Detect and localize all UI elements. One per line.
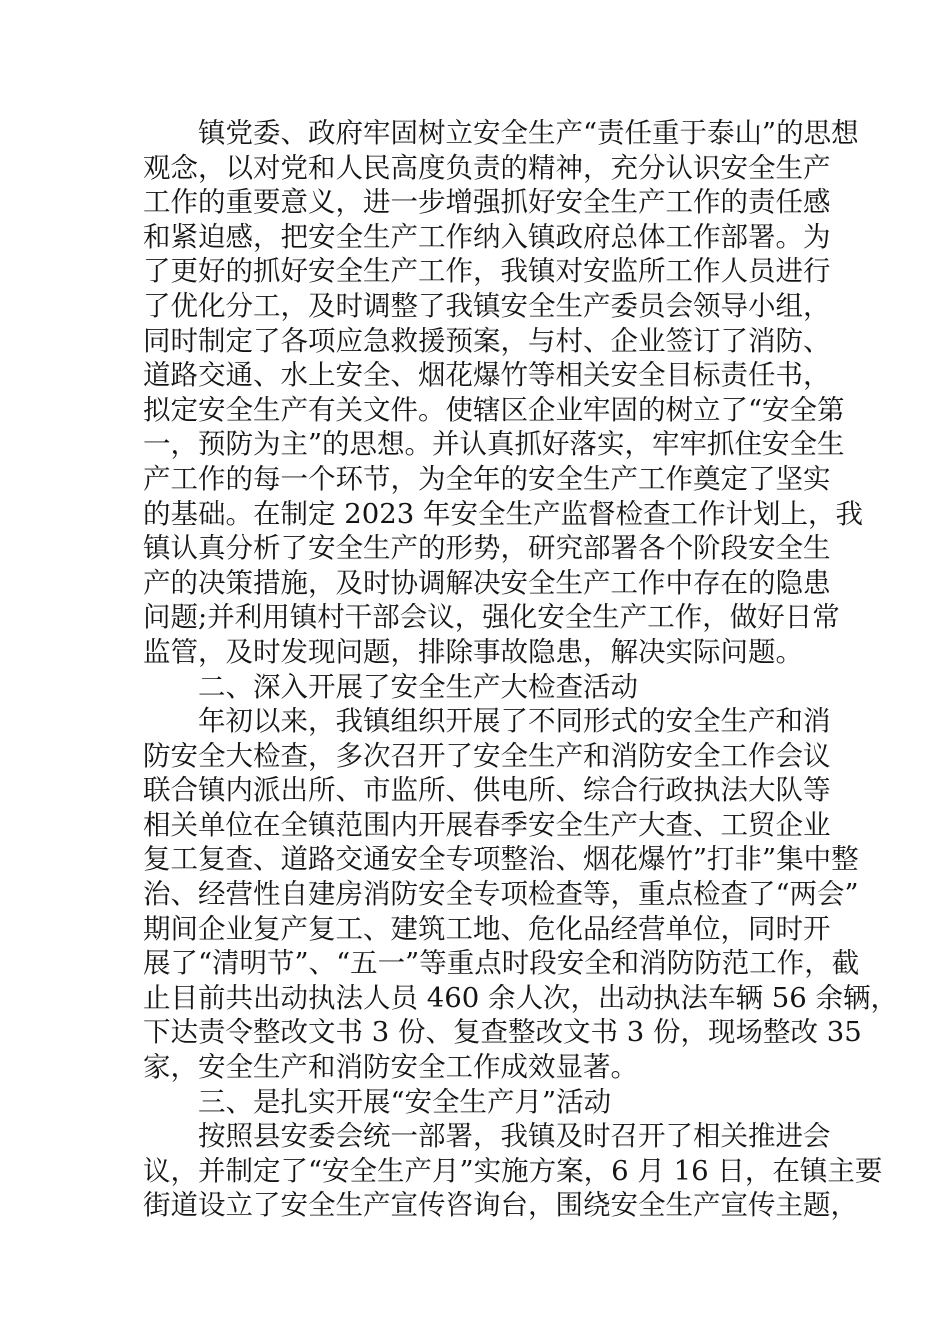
paragraph-1-line-13: 镇认真分析了安全生产的形势，研究部署各个阶段安全生 — [143, 532, 831, 565]
paragraph-2-line-10: 下达责令整改文书 3 份、复查整改文书 3 份，现场整改 35 — [143, 1016, 862, 1049]
paragraph-2-line-11: 家，安全生产和消防安全工作成效显著。 — [143, 1051, 638, 1084]
paragraph-1-line-7: 同时制定了各项应急救援预案，与村、企业签订了消防、 — [143, 324, 831, 357]
paragraph-2-line-3: 联合镇内派出所、市监所、供电所、综合行政执法大队等 — [143, 774, 831, 807]
paragraph-3-line-3: 街道设立了安全生产宣传咨询台，围绕安全生产宣传主题， — [143, 1189, 858, 1222]
paragraph-3-line-2: 议，并制定了“安全生产月”实施方案，6 月 16 日，在镇主要 — [143, 1154, 883, 1187]
paragraph-1-line-12: 的基础。在制定 2023 年安全生产监督检查工作计划上，我 — [143, 497, 863, 530]
paragraph-2-line-8: 展了“清明节”、“五一”等重点时段安全和消防防范工作，截 — [143, 947, 860, 980]
paragraph-3-line-1: 按照县安委会统一部署，我镇及时召开了相关推进会 — [198, 1120, 831, 1153]
paragraph-1-line-3: 工作的重要意义，进一步增强抓好安全生产工作的责任感 — [143, 186, 831, 219]
paragraph-1-line-14: 产的决策措施，及时协调解决安全生产工作中存在的隐患 — [143, 566, 831, 599]
document-body — [143, 116, 898, 1223]
paragraph-1-line-8: 道路交通、水上安全、烟花爆竹等相关安全目标责任书， — [143, 359, 831, 392]
paragraph-1-line-11: 产工作的每一个环节，为全年的安全生产工作奠定了坚实 — [143, 462, 831, 495]
paragraph-2-line-4: 相关单位在全镇范围内开展春季安全生产大查、工贸企业 — [143, 808, 831, 841]
section-heading-2: 二、深入开展了安全生产大检查活动 — [198, 670, 638, 703]
paragraph-1-line-16: 监管，及时发现问题，排除事故隐患，解决实际问题。 — [143, 635, 803, 668]
paragraph-1-line-1: 镇党委、政府牢固树立安全生产“责任重于泰山”的思想 — [198, 117, 859, 149]
paragraph-1-line-2: 观念，以对党和人民高度负责的精神，充分认识安全生产 — [143, 151, 831, 184]
paragraph-2-line-9: 止目前共出动执法人员 460 余人次，出动执法车辆 56 余辆， — [143, 981, 898, 1014]
paragraph-1-line-6: 了优化分工，及时调整了我镇安全生产委员会领导小组， — [143, 289, 831, 322]
paragraph-2-line-5: 复工复查、道路交通安全专项整治、烟花爆竹”打非”集中整 — [143, 843, 859, 876]
paragraph-2-line-1: 年初以来，我镇组织开展了不同形式的安全生产和消 — [198, 705, 831, 738]
paragraph-2-line-6: 治、经营性自建房消防安全专项检查等，重点检查了“两会” — [143, 878, 859, 911]
paragraph-1-line-15: 问题;并利用镇村干部会议，强化安全生产工作，做好日常 — [143, 601, 840, 634]
paragraph-2-line-2: 防安全大检查，多次召开了安全生产和消防安全工作会议 — [143, 739, 831, 772]
section-heading-3: 三、是扎实开展“安全生产月”活动 — [198, 1085, 612, 1118]
paragraph-1-line-10: 一，预防为主”的思想。并认真抓好落实，牢牢抓住安全生 — [143, 428, 845, 461]
paragraph-1-line-5: 了更好的抓好安全生产工作，我镇对安监所工作人员进行 — [143, 255, 831, 288]
paragraph-1-line-4: 和紧迫感，把安全生产工作纳入镇政府总体工作部署。为 — [143, 220, 831, 253]
paragraph-2-line-7: 期间企业复产复工、建筑工地、危化品经营单位，同时开 — [143, 912, 831, 945]
paragraph-1-line-9: 拟定安全生产有关文件。使辖区企业牢固的树立了“安全第 — [143, 393, 845, 426]
